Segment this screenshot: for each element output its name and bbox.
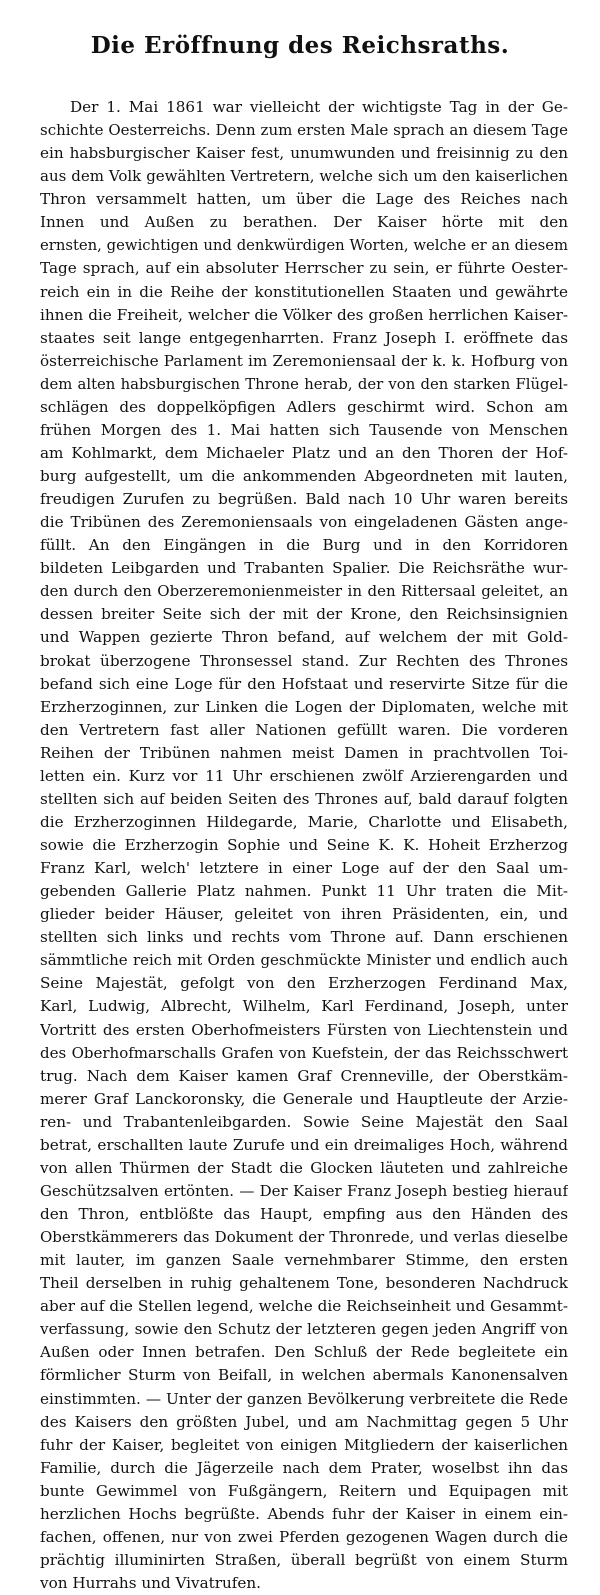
text-line: einstimmten. — Unter der ganzen Bevölkerung verbreitete die Rede — [40, 1389, 568, 1408]
text-line: Der 1. Mai 1861 war vielleicht der wichtigste Tag in der Ge- — [70, 98, 568, 116]
text-line: sämmtliche reich mit Orden geschmückte Minister und endlich auch — [40, 951, 568, 970]
text-line: von allen Thürmen der Stadt die Glocken läuteten und zahlreiche — [40, 1158, 568, 1177]
text-line: aus dem Volk gewählten Vertretern, welche sich um den kaiserlichen — [40, 167, 568, 186]
text-line: Erzherzoginnen, zur Linken die Logen der Diplomaten, welche mit — [40, 697, 568, 716]
text-line: trug. Nach dem Kaiser kamen Graf Crenneville, der Oberstkäm- — [40, 1066, 568, 1085]
text-line: Thron versammelt hatten, um über die Lage des Reiches nach — [40, 190, 568, 209]
text-line: frühen Morgen des 1. Mai hatten sich Tausende von Menschen — [40, 420, 568, 439]
text-line: Tage sprach, auf ein absoluter Herrscher zu sein, er führte Oester- — [40, 259, 568, 278]
text-line: bunte Gewimmel von Fußgängern, Reitern und Equipagen mit — [40, 1481, 568, 1500]
text-line: fachen, offenen, nur von zwei Pferden gezogenen Wagen durch die — [40, 1527, 568, 1546]
text-line: und Wappen gezierte Thron befand, auf welchem der mit Gold- — [40, 628, 568, 647]
text-line: des Oberhofmarschalls Grafen von Kuefstein, der das Reichsschwert — [40, 1043, 568, 1062]
text-line: Geschützsalven ertönten. — Der Kaiser Franz Joseph bestieg hierauf — [40, 1181, 568, 1200]
text-line: Vortritt des ersten Oberhofmeisters Fürsten von Liechtenstein und — [40, 1020, 568, 1039]
text-line: Karl, Ludwig, Albrecht, Wilhelm, Karl Ferdinand, Joseph, unter — [40, 997, 568, 1016]
text-line: ernsten, gewichtigen und denkwürdigen Worten, welche er an diesem — [40, 237, 568, 255]
text-line: am Kohlmarkt, dem Michaeler Platz und an den Thoren der Hof- — [40, 443, 568, 462]
text-line: Innen und Außen zu berathen. Der Kaiser hörte mit den — [40, 213, 568, 232]
text-line: betrat, erschallten laute Zurufe und ein dreimaliges Hoch, während — [40, 1135, 568, 1154]
text-line: die Erzherzoginnen Hildegarde, Marie, Charlotte und Elisabeth, — [40, 812, 568, 831]
text-line: aber auf die Stellen legend, welche die Reichseinheit und Gesammt- — [40, 1297, 568, 1316]
text-line: förmlicher Sturm von Beifall, in welchen abermals Kanonensalven — [40, 1366, 568, 1385]
article-body — [40, 96, 568, 1595]
text-line: schlägen des doppelköpfigen Adlers geschirmt wird. Schon am — [40, 397, 568, 416]
text-line: stellten sich links und rechts vom Throne auf. Dann erschienen — [40, 928, 568, 947]
text-line: österreichische Parlament im Zeremoniensaal der k. k. Hofburg von — [40, 351, 568, 370]
text-line: dessen breiter Seite sich der mit der Krone, den Reichsinsignien — [40, 605, 568, 624]
text-line: den Thron, entblößte das Haupt, empfing aus den Händen des — [40, 1205, 568, 1223]
text-line: dem alten habsburgischen Throne herab, der von den starken Flügel- — [40, 375, 568, 393]
text-line: ein habsburgischer Kaiser fest, unumwunden und freisinnig zu den — [40, 144, 568, 163]
article-title: Die Eröffnung des Reichsraths. — [90, 32, 510, 59]
text-line: mit lauter, im ganzen Saale vernehmbarer Stimme, den ersten — [40, 1251, 568, 1270]
text-line: merer Graf Lanckoronsky, die Generale und Hauptleute der Arzie- — [40, 1089, 568, 1108]
text-line: von Hurrahs und Vivatrufen. — [40, 1574, 262, 1592]
text-line: den Vertretern fast aller Nationen gefüllt waren. Die vorderen — [40, 720, 568, 739]
text-line: Seine Majestät, gefolgt von den Erzherzogen Ferdinand Max, — [40, 974, 568, 993]
text-line: sowie die Erzherzogin Sophie und Seine K. K. Hoheit Erzherzog — [40, 836, 568, 854]
text-line: fuhr der Kaiser, begleitet von einigen Mitgliedern der kaiserlichen — [40, 1435, 568, 1454]
text-line: letten ein. Kurz vor 11 Uhr erschienen zwölf Arzierengarden und — [40, 766, 568, 785]
text-line: Theil derselben in ruhig gehaltenem Tone, besonderen Nachdruck — [40, 1274, 568, 1293]
text-line: den durch den Oberzeremonienmeister in den Rittersaal geleitet, an — [40, 582, 568, 601]
text-line: brokat überzogene Thronsessel stand. Zur Rechten des Thrones — [40, 651, 568, 670]
text-line: staates seit lange entgegenharrten. Franz Joseph I. eröffnete das — [40, 328, 568, 347]
text-line: des Kaisers den größten Jubel, und am Nachmittag gegen 5 Uhr — [40, 1412, 568, 1431]
text-line: bildeten Leibgarden und Trabanten Spalier. Die Reichsräthe wur- — [40, 559, 568, 578]
text-line: burg aufgestellt, um die ankommenden Abgeordneten mit lauten, — [40, 467, 568, 485]
text-line: freudigen Zurufen zu begrüßen. Bald nach 10 Uhr waren bereits — [40, 490, 568, 509]
text-line: verfassung, sowie den Schutz der letzteren gegen jeden Angriff von — [40, 1320, 568, 1339]
text-line: Oberstkämmerers das Dokument der Thronrede, und verlas dieselbe — [40, 1228, 568, 1247]
text-line: Reihen der Tribünen nahmen meist Damen in prachtvollen Toi- — [40, 743, 568, 762]
text-line: schichte Oesterreichs. Denn zum ersten Male sprach an diesem Tage — [40, 121, 568, 140]
text-line: glieder beider Häuser, geleitet von ihren Präsidenten, ein, und — [40, 905, 568, 924]
text-line: ihnen die Freiheit, welcher die Völker des großen herrlichen Kaiser- — [40, 305, 568, 324]
text-line: gebenden Gallerie Platz nahmen. Punkt 11 Uhr traten die Mit- — [40, 882, 568, 901]
text-line: ren- und Trabantenleibgarden. Sowie Seine Majestät den Saal — [40, 1112, 568, 1131]
text-line: prächtig illuminirten Straßen, überall begrüßt von einem Sturm — [40, 1550, 568, 1569]
text-line: füllt. An den Eingängen in die Burg und in den Korridoren — [40, 536, 568, 555]
text-line: herzlichen Hochs begrüßte. Abends fuhr der Kaiser in einem ein- — [40, 1504, 568, 1523]
text-line: befand sich eine Loge für den Hofstaat und reservirte Sitze für die — [40, 674, 568, 693]
text-line: Franz Karl, welch' letztere in einer Loge auf der den Saal um- — [40, 859, 568, 878]
text-line: die Tribünen des Zeremoniensaals von eingeladenen Gästen ange- — [40, 513, 568, 532]
text-line: reich ein in die Reihe der konstitutionellen Staaten und gewährte — [40, 282, 568, 301]
text-line: stellten sich auf beiden Seiten des Thrones auf, bald darauf folgten — [40, 789, 568, 808]
text-line: Außen oder Innen betrafen. Den Schluß der Rede begleitete ein — [40, 1343, 568, 1362]
text-line: Familie, durch die Jägerzeile nach dem Prater, woselbst ihn das — [40, 1458, 568, 1477]
